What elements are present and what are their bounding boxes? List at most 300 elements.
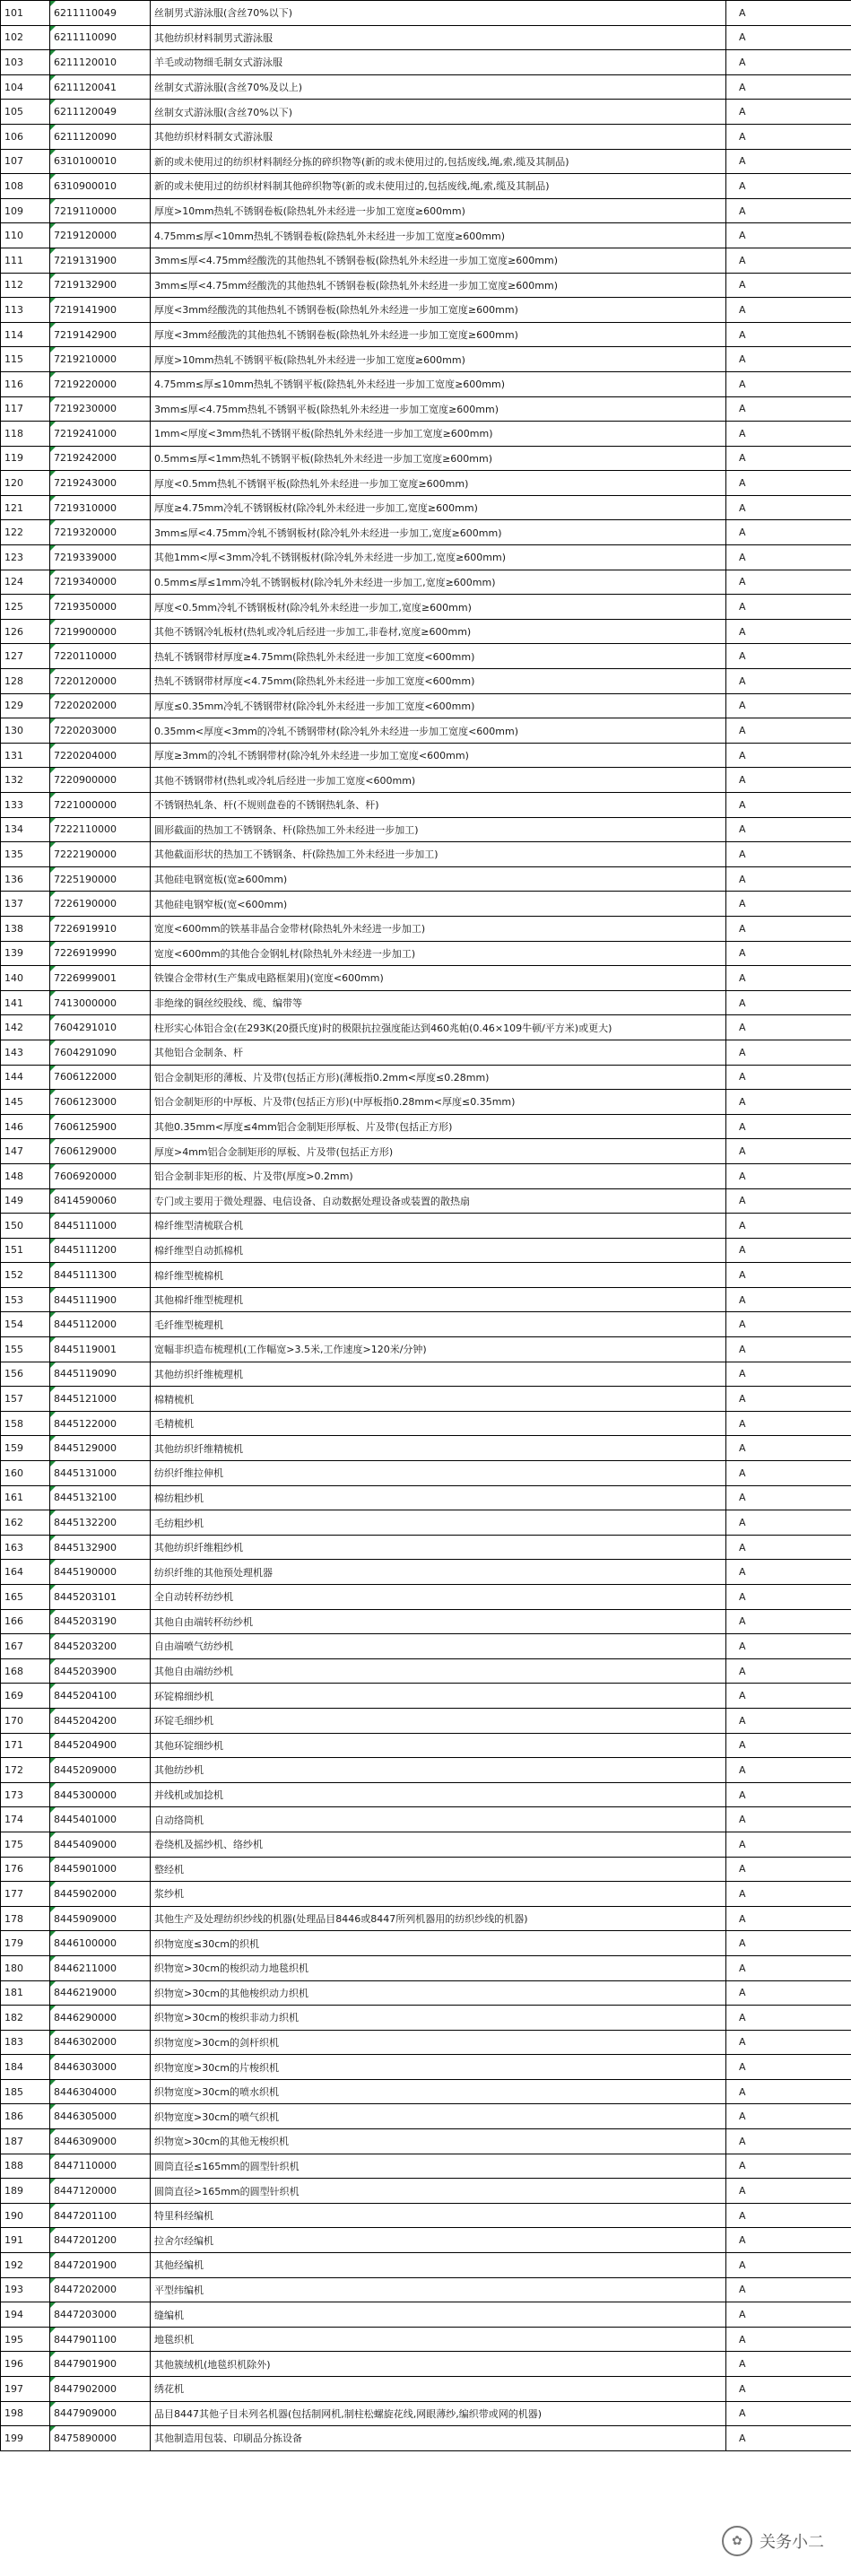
grade: A (726, 1, 851, 26)
hs-code: 7219132900 (50, 273, 151, 298)
table-row (1, 149, 851, 174)
table-row (1, 273, 851, 298)
grade: A (726, 743, 851, 768)
grade: A (726, 1585, 851, 1610)
goods-description: 厚度<0.5mm冷轧不锈钢板材(除冷轧外未经进一步加工,宽度≥600mm) (151, 595, 726, 620)
hs-code: 7219120000 (50, 223, 151, 248)
table-row (1, 2030, 851, 2055)
hs-code: 8445111000 (50, 1214, 151, 1239)
hs-code: 7226999001 (50, 966, 151, 991)
hs-code: 8447202000 (50, 2277, 151, 2302)
table-row (1, 1955, 851, 1980)
grade: A (726, 2426, 851, 2451)
grade: A (726, 273, 851, 298)
hs-code: 8447110000 (50, 2154, 151, 2179)
row-number: 185 (1, 2079, 50, 2104)
row-number: 126 (1, 619, 50, 644)
table-row (1, 768, 851, 793)
grade: A (726, 1065, 851, 1090)
row-number: 101 (1, 1, 50, 26)
table-row (1, 1634, 851, 1659)
row-number: 123 (1, 545, 50, 570)
hs-code: 8414590060 (50, 1188, 151, 1214)
row-number: 186 (1, 2104, 50, 2129)
goods-description: 绣花机 (151, 2377, 726, 2402)
row-number: 174 (1, 1807, 50, 1832)
goods-description: 其他硅电钢宽板(宽≥600mm) (151, 866, 726, 892)
hs-code: 8445111200 (50, 1238, 151, 1263)
table-row (1, 1461, 851, 1486)
hs-code: 7226919990 (50, 941, 151, 966)
goods-description: 3mm≤厚<4.75mm经酸洗的其他热轧不锈钢卷板(除热轧外未经进一步加工宽度≥600mm) (151, 248, 726, 273)
grade: A (726, 248, 851, 273)
table-row (1, 1782, 851, 1807)
hs-code: 7220203000 (50, 718, 151, 744)
hs-code: 7413000000 (50, 990, 151, 1015)
hs-code: 7604291090 (50, 1040, 151, 1065)
table-row (1, 2277, 851, 2302)
table-row (1, 1758, 851, 1783)
table-row (1, 1560, 851, 1585)
hs-code: 8445190000 (50, 1560, 151, 1585)
grade: A (726, 1214, 851, 1239)
grade: A (726, 892, 851, 917)
table-row (1, 1832, 851, 1857)
grade: A (726, 396, 851, 422)
table-row (1, 347, 851, 372)
table-row (1, 422, 851, 447)
goods-description: 其他棉纤维型梳理机 (151, 1287, 726, 1312)
row-number: 106 (1, 124, 50, 149)
goods-description: 织物宽度>30cm的剑杆织机 (151, 2030, 726, 2055)
row-number: 170 (1, 1708, 50, 1733)
table-row (1, 842, 851, 867)
hs-code: 7220120000 (50, 669, 151, 694)
goods-description: 羊毛或动物细毛制女式游泳服 (151, 50, 726, 75)
goods-description: 其他簇绒机(地毯织机除外) (151, 2352, 726, 2377)
grade: A (726, 1238, 851, 1263)
goods-description: 其他自由端转杯纺纱机 (151, 1609, 726, 1634)
goods-description: 其他截面形状的热加工不锈钢条、杆(除热加工外未经进一步加工) (151, 842, 726, 867)
hs-code: 8445401000 (50, 1807, 151, 1832)
row-number: 154 (1, 1312, 50, 1337)
hs-code: 8445111300 (50, 1263, 151, 1288)
row-number: 189 (1, 2179, 50, 2204)
row-number: 111 (1, 248, 50, 273)
goods-description: 织物宽度>30cm的喷水织机 (151, 2079, 726, 2104)
row-number: 117 (1, 396, 50, 422)
hs-code: 8445209000 (50, 1758, 151, 1783)
goods-description: 圆形截面的热加工不锈钢条、杆(除热加工外未经进一步加工) (151, 817, 726, 842)
row-number: 133 (1, 793, 50, 818)
grade: A (726, 1931, 851, 1956)
goods-description: 宽度<600mm的其他合金钢轧材(除热轧外未经进一步加工) (151, 941, 726, 966)
hs-code: 6211110090 (50, 25, 151, 50)
row-number: 171 (1, 1733, 50, 1758)
table-row (1, 2104, 851, 2129)
grade: A (726, 1658, 851, 1684)
hs-code: 7219339000 (50, 545, 151, 570)
hs-code: 8446302000 (50, 2030, 151, 2055)
goods-description: 丝制女式游泳服(含丝70%及以上) (151, 74, 726, 100)
goods-description: 品目8447其他子目未列名机器(包括制网机,制柱松螺旋花线,网眼薄纱,编织带或网的机器) (151, 2401, 726, 2426)
row-number: 184 (1, 2055, 50, 2080)
goods-description: 3mm≤厚<4.75mm经酸洗的其他热轧不锈钢卷板(除热轧外未经进一步加工宽度≥600mm) (151, 273, 726, 298)
table-row (1, 1733, 851, 1758)
grade: A (726, 1114, 851, 1139)
goods-description: 棉纤维型自动抓棉机 (151, 1238, 726, 1263)
table-row (1, 2401, 851, 2426)
hs-code: 8445204900 (50, 1733, 151, 1758)
grade: A (726, 2253, 851, 2278)
goods-description: 厚度>10mm热轧不锈钢平板(除热轧外未经进一步加工宽度≥600mm) (151, 347, 726, 372)
grade: A (726, 2129, 851, 2154)
table-row (1, 1585, 851, 1610)
goods-description: 其他纺织纤维粗纱机 (151, 1535, 726, 1560)
row-number: 118 (1, 422, 50, 447)
hs-code: 8447201200 (50, 2228, 151, 2253)
grade: A (726, 2277, 851, 2302)
hs-code: 7606920000 (50, 1163, 151, 1188)
row-number: 131 (1, 743, 50, 768)
grade: A (726, 74, 851, 100)
table-row (1, 1708, 851, 1733)
grade: A (726, 1510, 851, 1536)
grade: A (726, 471, 851, 496)
hs-code: 8445132100 (50, 1485, 151, 1510)
hs-code: 8445129000 (50, 1436, 151, 1461)
table-row (1, 50, 851, 75)
grade: A (726, 1758, 851, 1783)
grade: A (726, 1733, 851, 1758)
hs-code: 7604291010 (50, 1015, 151, 1040)
goods-description: 棉纤维型梳棉机 (151, 1263, 726, 1288)
grade: A (726, 1857, 851, 1882)
table-row (1, 2203, 851, 2228)
row-number: 119 (1, 446, 50, 471)
grade: A (726, 1337, 851, 1362)
row-number: 142 (1, 1015, 50, 1040)
grade: A (726, 1362, 851, 1387)
table-row (1, 644, 851, 669)
row-number: 146 (1, 1114, 50, 1139)
hs-code: 7219141900 (50, 298, 151, 323)
goods-description: 专门或主要用于微处理器、电信设备、自动数据处理设备或装置的散热扇 (151, 1188, 726, 1214)
hs-code: 7220110000 (50, 644, 151, 669)
hs-code: 7219241000 (50, 422, 151, 447)
row-number: 141 (1, 990, 50, 1015)
row-number: 150 (1, 1214, 50, 1239)
table-row (1, 1287, 851, 1312)
row-number: 166 (1, 1609, 50, 1634)
table-row (1, 471, 851, 496)
table-row (1, 2055, 851, 2080)
goods-description: 棉精梳机 (151, 1387, 726, 1412)
grade: A (726, 669, 851, 694)
grade: A (726, 570, 851, 595)
row-number: 169 (1, 1684, 50, 1709)
goods-description: 其他自由端纺纱机 (151, 1658, 726, 1684)
hs-code: 8445902000 (50, 1882, 151, 1907)
table-row (1, 248, 851, 273)
grade: A (726, 1782, 851, 1807)
hs-code: 6211120049 (50, 100, 151, 125)
row-number: 149 (1, 1188, 50, 1214)
goods-description: 厚度<3mm经酸洗的其他热轧不锈钢卷板(除热轧外未经进一步加工宽度≥600mm) (151, 322, 726, 347)
hs-code: 7225190000 (50, 866, 151, 892)
table-row (1, 866, 851, 892)
row-number: 192 (1, 2253, 50, 2278)
table-row (1, 520, 851, 545)
hs-code: 7606122000 (50, 1065, 151, 1090)
hs-code: 7220204000 (50, 743, 151, 768)
row-number: 194 (1, 2302, 50, 2328)
hs-code: 8445203900 (50, 1658, 151, 1684)
table-row (1, 2302, 851, 2328)
row-number: 102 (1, 25, 50, 50)
grade: A (726, 1040, 851, 1065)
goods-description: 缝编机 (151, 2302, 726, 2328)
goods-description: 厚度≥4.75mm冷轧不锈钢板材(除冷轧外未经进一步加工,宽度≥600mm) (151, 495, 726, 520)
hs-code: 6310100010 (50, 149, 151, 174)
table-row (1, 25, 851, 50)
goods-description: 毛纤维型梳理机 (151, 1312, 726, 1337)
grade: A (726, 1535, 851, 1560)
grade: A (726, 2203, 851, 2228)
goods-description: 铁镍合金带材(生产集成电路框架用)(宽度<600mm) (151, 966, 726, 991)
hs-code: 7219131900 (50, 248, 151, 273)
hs-code: 8475890000 (50, 2426, 151, 2451)
grade: A (726, 1708, 851, 1733)
row-number: 134 (1, 817, 50, 842)
grade: A (726, 1387, 851, 1412)
goods-description: 热轧不锈钢带材厚度<4.75mm(除热轧外未经进一步加工宽度<600mm) (151, 669, 726, 694)
row-number: 187 (1, 2129, 50, 2154)
table-row (1, 892, 851, 917)
row-number: 159 (1, 1436, 50, 1461)
goods-description: 其他硅电钢窄板(宽<600mm) (151, 892, 726, 917)
hs-code: 8447901100 (50, 2327, 151, 2352)
goods-description: 织物宽度≤30cm的织机 (151, 1931, 726, 1956)
goods-description: 3mm≤厚<4.75mm冷轧不锈钢板材(除冷轧外未经进一步加工,宽度≥600mm) (151, 520, 726, 545)
grade: A (726, 446, 851, 471)
table-row (1, 570, 851, 595)
row-number: 128 (1, 669, 50, 694)
table-row (1, 1362, 851, 1387)
grade: A (726, 1832, 851, 1857)
goods-description: 新的或未使用过的纺织材料制其他碎织物等(新的或未使用过的,包括废线,绳,索,缆及其制品) (151, 174, 726, 199)
goods-description: 铝合金制矩形的中厚板、片及带(包括正方形)(中厚板指0.28mm<厚度≤0.35mm) (151, 1090, 726, 1115)
row-number: 109 (1, 198, 50, 223)
hs-code: 8447902000 (50, 2377, 151, 2402)
grade: A (726, 1015, 851, 1040)
table-row (1, 545, 851, 570)
table-row (1, 1882, 851, 1907)
hs-code: 7219230000 (50, 396, 151, 422)
grade: A (726, 520, 851, 545)
table-row (1, 1980, 851, 2006)
row-number: 115 (1, 347, 50, 372)
hs-code: 7219110000 (50, 198, 151, 223)
grade: A (726, 2352, 851, 2377)
row-number: 158 (1, 1411, 50, 1436)
hs-code: 8445119090 (50, 1362, 151, 1387)
table-row (1, 1436, 851, 1461)
row-number: 104 (1, 74, 50, 100)
grade: A (726, 149, 851, 174)
hs-code: 8445204100 (50, 1684, 151, 1709)
grade: A (726, 1188, 851, 1214)
grade: A (726, 1634, 851, 1659)
grade: A (726, 2006, 851, 2031)
goods-description: 毛精梳机 (151, 1411, 726, 1436)
goods-description: 织物宽>30cm的梭织动力地毯织机 (151, 1955, 726, 1980)
goods-description: 织物宽>30cm的其他无梭织机 (151, 2129, 726, 2154)
goods-description: 拉舍尔经编机 (151, 2228, 726, 2253)
hs-code: 8445203190 (50, 1609, 151, 1634)
hs-code: 7222110000 (50, 817, 151, 842)
goods-description: 0.5mm≤厚≤1mm冷轧不锈钢板材(除冷轧外未经进一步加工,宽度≥600mm) (151, 570, 726, 595)
table-row (1, 619, 851, 644)
watermark (722, 2526, 824, 2556)
row-number: 145 (1, 1090, 50, 1115)
table-row (1, 669, 851, 694)
grade: A (726, 50, 851, 75)
grade: A (726, 495, 851, 520)
hs-code: 7220202000 (50, 693, 151, 718)
table-row (1, 718, 851, 744)
row-number: 198 (1, 2401, 50, 2426)
row-number: 157 (1, 1387, 50, 1412)
row-number: 135 (1, 842, 50, 867)
grade: A (726, 124, 851, 149)
table-row (1, 1188, 851, 1214)
table-row (1, 1684, 851, 1709)
row-number: 165 (1, 1585, 50, 1610)
hs-code: 8445300000 (50, 1782, 151, 1807)
row-number: 199 (1, 2426, 50, 2451)
row-number: 178 (1, 1906, 50, 1931)
goods-description: 3mm≤厚<4.75mm热轧不锈钢平板(除热轧外未经进一步加工宽度≥600mm) (151, 396, 726, 422)
goods-description: 不锈钢热轧条、杆(不规则盘卷的不锈钢热轧条、杆) (151, 793, 726, 818)
grade: A (726, 371, 851, 396)
row-number: 116 (1, 371, 50, 396)
table-row (1, 1535, 851, 1560)
row-number: 179 (1, 1931, 50, 1956)
grade: A (726, 2104, 851, 2129)
table-row (1, 2154, 851, 2179)
table-row (1, 1387, 851, 1412)
goods-description: 圆筒直径≤165mm的圆型针织机 (151, 2154, 726, 2179)
wechat-icon: ✿ (722, 2526, 752, 2556)
grade: A (726, 25, 851, 50)
table-row (1, 941, 851, 966)
hs-code: 8447120000 (50, 2179, 151, 2204)
row-number: 153 (1, 1287, 50, 1312)
row-number: 132 (1, 768, 50, 793)
goods-description: 热轧不锈钢带材厚度≥4.75mm(除热轧外未经进一步加工宽度<600mm) (151, 644, 726, 669)
grade: A (726, 2179, 851, 2204)
grade: A (726, 595, 851, 620)
table-row (1, 916, 851, 941)
row-number: 137 (1, 892, 50, 917)
table-row (1, 1857, 851, 1882)
row-number: 122 (1, 520, 50, 545)
hs-code: 7219900000 (50, 619, 151, 644)
table-row (1, 396, 851, 422)
table-row (1, 371, 851, 396)
goods-description: 非绝缘的铜丝绞股线、缆、编带等 (151, 990, 726, 1015)
goods-description: 厚度≤0.35mm冷轧不锈钢带材(除冷轧外未经进一步加工宽度<600mm) (151, 693, 726, 718)
row-number: 193 (1, 2277, 50, 2302)
hs-code: 8445111900 (50, 1287, 151, 1312)
hs-code: 8447201900 (50, 2253, 151, 2278)
goods-description: 丝制女式游泳服(含丝70%以下) (151, 100, 726, 125)
goods-description: 棉纤维型清梳联合机 (151, 1214, 726, 1239)
table-row (1, 174, 851, 199)
goods-description: 其他纺纱机 (151, 1758, 726, 1783)
hs-code: 8445203101 (50, 1585, 151, 1610)
row-number: 130 (1, 718, 50, 744)
table-row (1, 1040, 851, 1065)
hs-code: 8445122000 (50, 1411, 151, 1436)
hs-code: 8446303000 (50, 2055, 151, 2080)
goods-description: 其他经编机 (151, 2253, 726, 2278)
grade: A (726, 2079, 851, 2104)
row-number: 147 (1, 1139, 50, 1164)
grade: A (726, 2030, 851, 2055)
grade: A (726, 1955, 851, 1980)
grade: A (726, 916, 851, 941)
hs-code: 8446290000 (50, 2006, 151, 2031)
goods-description: 厚度≥3mm的冷轧不锈钢带材(除冷轧外未经进一步加工宽度<600mm) (151, 743, 726, 768)
goods-description: 纺织纤维拉伸机 (151, 1461, 726, 1486)
hs-code: 8446211000 (50, 1955, 151, 1980)
grade: A (726, 1312, 851, 1337)
grade: A (726, 545, 851, 570)
hs-code: 8445131000 (50, 1461, 151, 1486)
goods-description: 自动络筒机 (151, 1807, 726, 1832)
goods-description: 其他0.35mm<厚度≤4mm铝合金制矩形厚板、片及带(包括正方形) (151, 1114, 726, 1139)
grade: A (726, 1411, 851, 1436)
goods-description: 其他纺织材料制男式游泳服 (151, 25, 726, 50)
grade: A (726, 2327, 851, 2352)
hs-code: 7221000000 (50, 793, 151, 818)
goods-description: 卷绕机及摇纱机、络纱机 (151, 1832, 726, 1857)
goods-description: 柱形实心体铝合金(在293K(20摄氏度)时的极限抗拉强度能达到460兆帕(0.46×109牛顿/平方米)或更大) (151, 1015, 726, 1040)
row-number: 163 (1, 1535, 50, 1560)
hs-code: 7606125900 (50, 1114, 151, 1139)
table-row (1, 990, 851, 1015)
table-row (1, 1114, 851, 1139)
goods-description: 厚度<3mm经酸洗的其他热轧不锈钢卷板(除热轧外未经进一步加工宽度≥600mm) (151, 298, 726, 323)
goods-description: 其他1mm<厚<3mm冷轧不锈钢板材(除冷轧外未经进一步加工,宽度≥600mm) (151, 545, 726, 570)
goods-description: 0.35mm<厚度<3mm的冷轧不锈钢带材(除冷轧外未经进一步加工宽度<600mm) (151, 718, 726, 744)
grade: A (726, 1287, 851, 1312)
row-number: 156 (1, 1362, 50, 1387)
table-row (1, 595, 851, 620)
table-row (1, 966, 851, 991)
hs-code: 8445409000 (50, 1832, 151, 1857)
row-number: 167 (1, 1634, 50, 1659)
grade: A (726, 966, 851, 991)
grade: A (726, 2055, 851, 2080)
grade: A (726, 693, 851, 718)
goods-description: 自由端喷气纺纱机 (151, 1634, 726, 1659)
table-row (1, 1510, 851, 1536)
row-number: 181 (1, 1980, 50, 2006)
goods-description: 4.75mm≤厚≤10mm热轧不锈钢平板(除热轧外未经进一步加工宽度≥600mm) (151, 371, 726, 396)
